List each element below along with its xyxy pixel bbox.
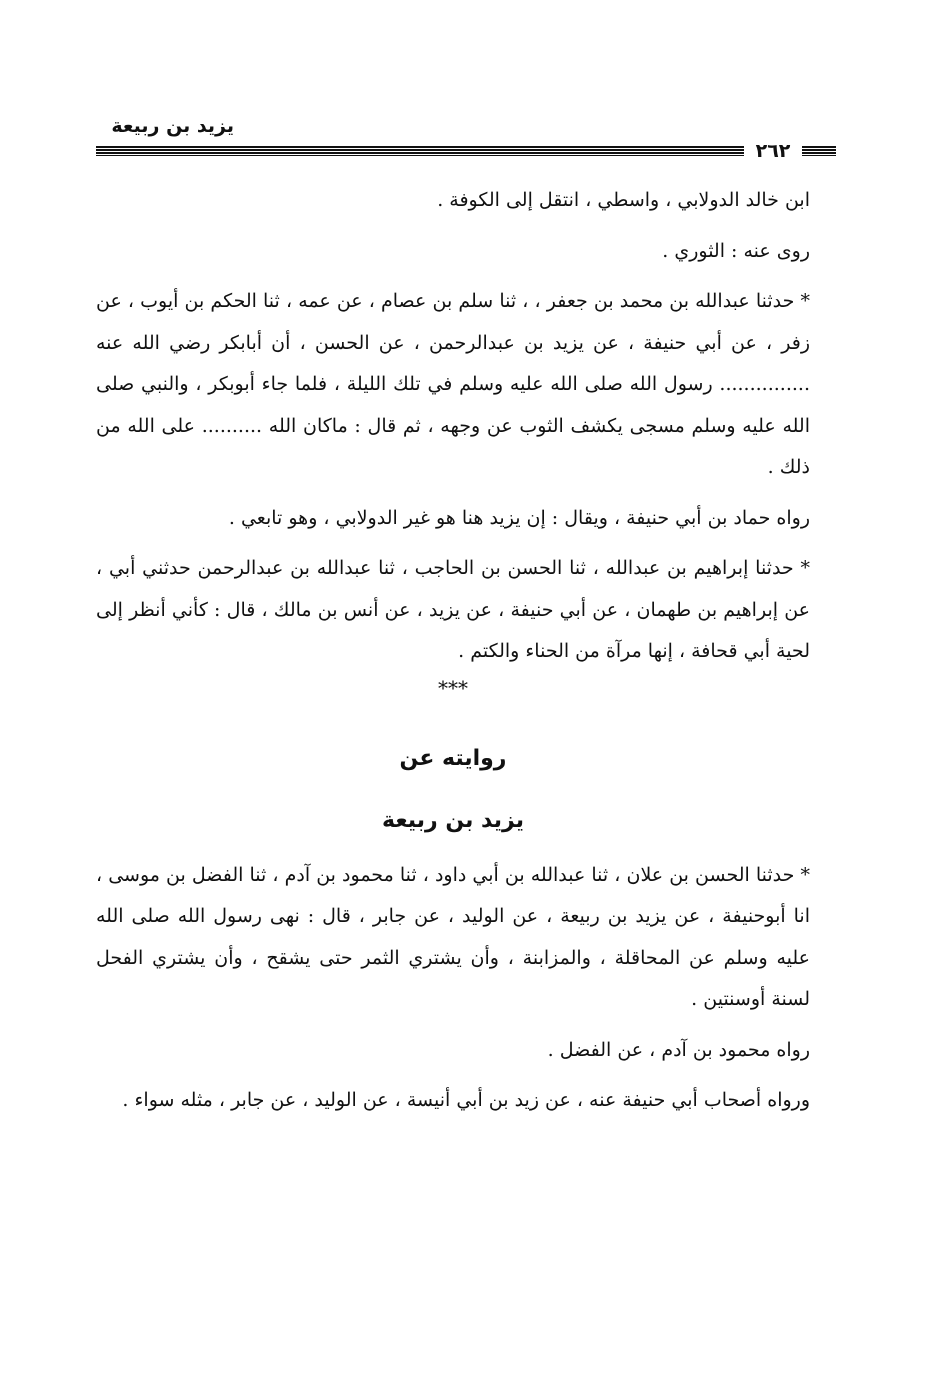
paragraph-hadith-1: * حدثنا عبدالله بن محمد بن جعفر ، ، ثنا سلم بن عصام ، عن عمه ، ثنا الحكم بن أيوب ، عن زفر ، عن أبي حنيفة ، عن يزيد بن عبدالرحمن ، عن الحسن ، أن أبابكر رضي الله عنه ............... رسول الله صلى الله عليه وسلم في تلك الليلة ، فلما جاء أبوبكر ، والنبي صلى الله عليه وسلم مسجى يكشف الثوب عن وجهه ، ثم قال : ماكان الله .......... على الله من ذلك . xyxy=(96,290,810,478)
header-rule xyxy=(96,146,744,156)
header-rule-end xyxy=(802,146,836,156)
page-body xyxy=(96,180,810,1122)
paragraph-hadith-2: * حدثنا إبراهيم بن عبدالله ، ثنا الحسن بن الحاجب ، ثنا عبدالله بن عبدالرحمن حدثني أبي ، عن إبراهيم بن طهمان ، عن أبي حنيفة ، عن يزيد ، عن أنس بن مالك ، قال : كأني أنظر إلى لحية أبي قحافة ، إنها مرآة من الحناء والكتم . xyxy=(96,557,810,662)
paragraph-hadith-3: * حدثنا الحسن بن علان ، ثنا عبدالله بن أبي داود ، ثنا محمود بن آدم ، ثنا الفضل بن موسى ، انا أبوحنيفة ، عن يزيد بن ربيعة ، عن الوليد ، عن جابر ، قال : نهى رسول الله صلى الله عليه وسلم عن المحاقلة ، والمزابنة ، وأن يشتري الثمر حتى يشقح ، وأن يشتري الفحل لسنة أوسنتين . xyxy=(96,863,810,1010)
section-separator: *** xyxy=(438,675,468,700)
paragraph-narrated-by: روى عنه : الثوري . xyxy=(662,239,810,262)
section-subheading: يزيد بن ربيعة xyxy=(382,807,524,833)
section-heading: روايته عن xyxy=(399,745,507,771)
paragraph-narrator-origin: ابن خالد الدولابي ، واسطي ، انتقل إلى الكوفة . xyxy=(437,189,810,211)
running-title: يزيد بن ربيعة xyxy=(111,115,234,137)
paragraph-hadith-1-note: رواه حماد بن أبي حنيفة ، ويقال : إن يزيد هنا هو غير الدولابي ، وهو تابعي . xyxy=(228,506,810,529)
paragraph-hadith-3-note: رواه محمود بن آدم ، عن الفضل . xyxy=(547,1038,810,1061)
page-number: ٢٦٢ xyxy=(755,140,791,162)
paragraph-hadith-3-variant: ورواه أصحاب أبي حنيفة عنه ، عن زيد بن أبي أنيسة ، عن الوليد ، عن جابر ، مثله سواء . xyxy=(122,1089,810,1111)
